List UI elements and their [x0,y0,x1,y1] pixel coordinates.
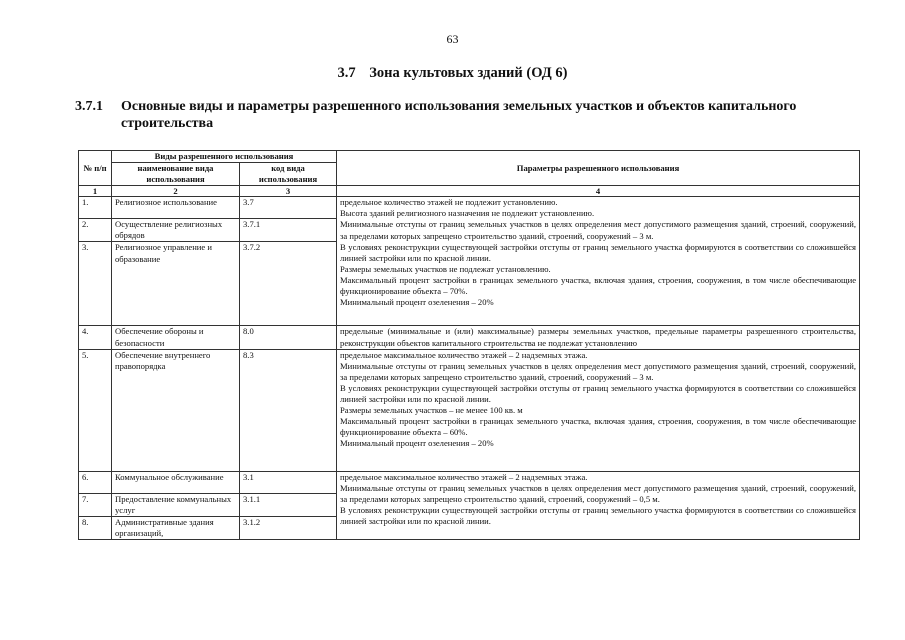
zone-title [0,65,905,82]
param-line: предельное максимальное количество этажей – 2 надземных этажа. [340,349,588,360]
param-line: Высота зданий религиозного назначения не подлежит установлению. [340,208,595,219]
header-no: № п/п [79,151,112,186]
param-line: Размеры земельных участков – не менее 100 кв. м [340,405,523,416]
params-group-3 [337,349,860,471]
param-line: В условиях реконструкции существующей застройки отступы от границ земельного участка формируются в соответствии со сложившейся линией застройки или по красной линии. [340,382,857,405]
permitted-use-table [78,150,860,540]
table-header-row [79,151,860,163]
col-number: 4 [337,186,860,197]
row-code: 3.7.2 [240,242,337,326]
param-line: Максимальный процент застройки в границах земельного участка, включая здания, строения, сооружения, в том числе обеспечивающие функционирование объекта – 60%. [340,416,857,438]
row-name: Религиозное управление и образование [112,242,240,326]
row-name: Административные здания организаций, [112,516,240,539]
param-line: В условиях реконструкции существующей застройки отступы от границ земельного участка формируются в соответствии со сложившейся линией застройки или по красной линии. [340,241,857,263]
col-number: 1 [79,186,112,197]
row-name: Обеспечение внутреннего правопорядка [112,349,240,471]
col-number: 2 [112,186,240,197]
row-code: 3.7 [240,197,337,219]
table-row [79,471,860,493]
row-no: 6. [79,471,112,493]
row-no: 5. [79,349,112,471]
table-row [79,197,860,219]
header-kinds-group: Виды разрешенного использования [112,151,337,163]
row-name: Религиозное использование [112,197,240,219]
params-group-2: предельные (минимальные и (или) максимальные) размеры земельных участков, предельные параметры разрешенного строительства, реконструкции объектов капитального строительства не подлежат установлению [337,326,860,349]
row-name: Обеспечение обороны и безопасности [112,326,240,349]
section-number: 3.7.1 [75,99,103,114]
param-line: Размеры земельных участков не подлежат установлению. [340,263,551,274]
row-code: 3.1.1 [240,493,337,516]
zone-title-text: Зона культовых зданий (ОД 6) [369,65,568,81]
page-number: 63 [446,32,459,46]
param-line: предельное количество этажей не подлежит установлению. [340,197,558,208]
row-no: 1. [79,197,112,219]
row-no: 3. [79,242,112,326]
col-number: 3 [240,186,337,197]
table-row [79,326,860,349]
row-no: 2. [79,219,112,242]
row-code: 3.1.2 [240,516,337,539]
param-line: Минимальные отступы от границ земельных участков в целях определения мест допустимого размещения зданий, строений, сооружений, за пределами которых запрещено строительство зданий, строений, сооружений – 3 м. [340,219,857,241]
param-line: Максимальный процент застройки в границах земельного участка, включая здания, строения, сооружения, в том числе обеспечивающие функционирование объекта – 70%. [340,274,857,297]
section-title-line1: Основные виды и параметры разрешенного использования земельных участков и объектов капитального [121,99,797,114]
header-params: Параметры разрешенного использования [337,151,860,186]
zone-number: 3.7 [337,65,356,81]
row-no: 8. [79,516,112,539]
row-no: 7. [79,493,112,516]
param-line: В условиях реконструкции существующей застройки отступы от границ земельного участка формируются в соответствии со сложившейся линией застройки или по красной линии. [340,504,857,527]
header-name: наименование вида использования [112,163,240,186]
row-name: Коммунальное обслуживание [112,471,240,493]
section-title-line2: строительства [121,116,214,131]
row-code: 3.7.1 [240,219,337,242]
param-line: Минимальный процент озеленения – 20% [340,438,494,449]
row-code: 3.1 [240,471,337,493]
row-code: 8.0 [240,326,337,349]
column-number-row [79,186,860,197]
param-line: предельное максимальное количество этажей – 2 надземных этажа. [340,471,588,482]
row-name: Предоставление коммунальных услуг [112,493,240,516]
param-line: Минимальный процент озеленения – 20% [340,297,494,308]
table-row [79,349,860,471]
params-group-1 [337,197,860,326]
param-line: Минимальные отступы от границ земельных участков в целях определения мест допустимого размещения зданий, строений, сооружений, за пределами которых запрещено строительство зданий, строений, сооружений – 3 м. [340,360,857,382]
param-line: Минимальные отступы от границ земельных участков в целях определения мест допустимого размещения зданий, строений, сооружений, за пределами которых запрещено строительство зданий, строений, сооружений – 0,5 м. [340,482,857,504]
header-code: код вида использования [240,163,337,186]
row-code: 8.3 [240,349,337,471]
row-no: 4. [79,326,112,349]
params-group-4 [337,471,860,539]
row-name: Осуществление религиозных обрядов [112,219,240,242]
